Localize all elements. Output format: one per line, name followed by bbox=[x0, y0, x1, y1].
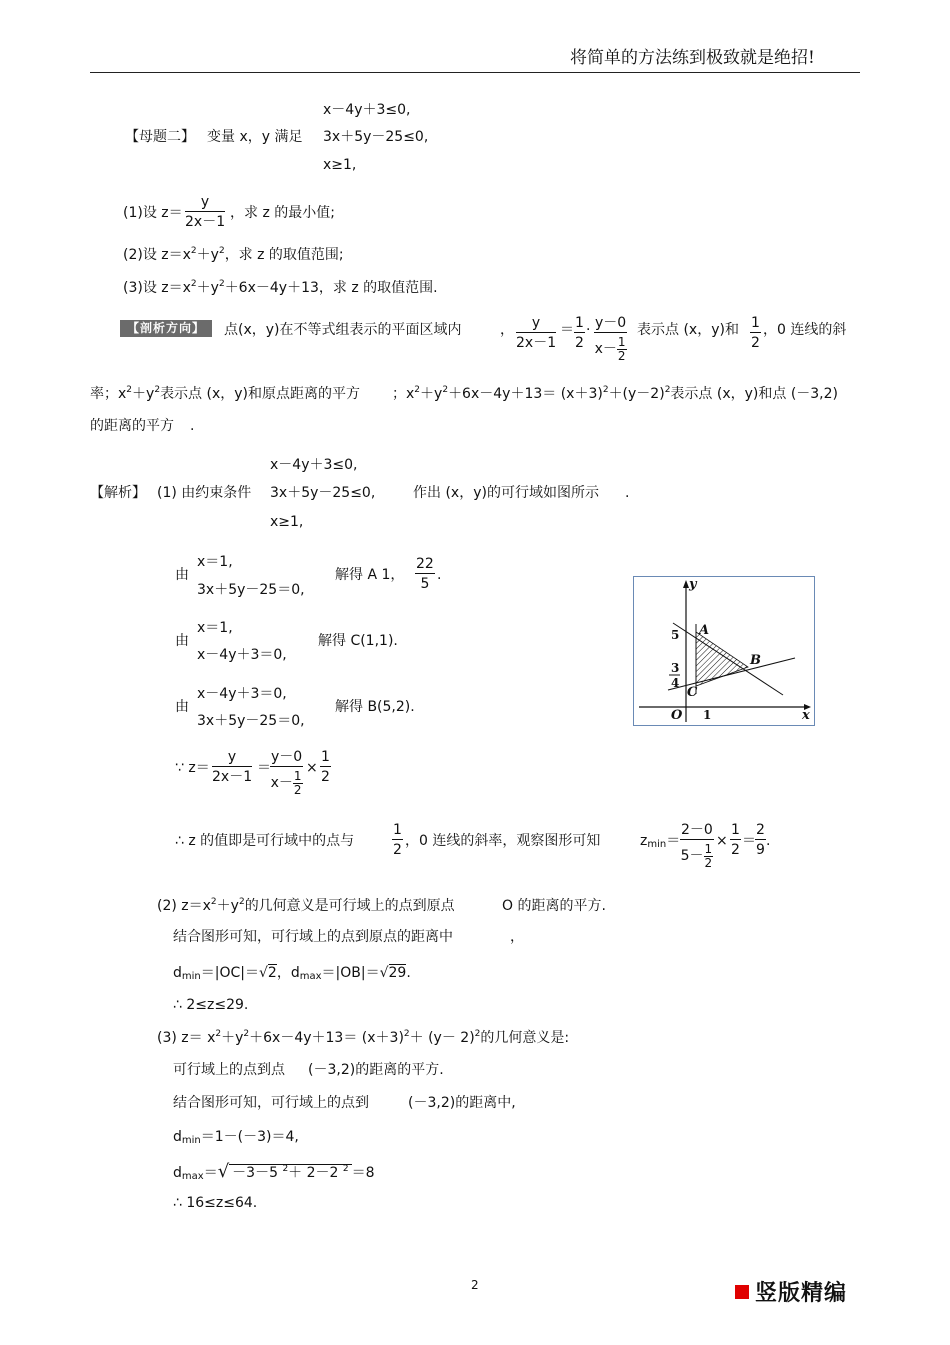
p2-dist: $d_{min}=|OC|=√2$，$d_{max}=|OB|=√29$. bbox=[173, 965, 411, 982]
solution-p1-dot: . bbox=[625, 485, 630, 501]
zmin-frac: 2－0 5－ $\frac{1}{2}$ bbox=[680, 822, 713, 870]
analysis-l1a: 点(x，y)在不等式组表示的平面区域内 bbox=[224, 322, 462, 338]
q1-suffix: ，求 z 的最小值; bbox=[230, 205, 335, 221]
sol-constraint-1: x－4y＋3≤0, bbox=[270, 457, 358, 473]
a-end: . bbox=[437, 567, 442, 583]
z-frac-y0: y－0 x－ $\frac{1}{2}$ bbox=[270, 749, 303, 797]
analysis-l2-right: ；$x^2+y^2+6x-4y+13= (x+3)^2+(y-2)^2$表示点 (x，y)和点 (－3,2) bbox=[392, 385, 839, 402]
analysis-l1b: ， bbox=[500, 322, 514, 338]
label-x: x bbox=[802, 708, 810, 723]
label-C: C bbox=[687, 685, 698, 700]
solve-b: 解得 B(5,2). bbox=[335, 699, 415, 715]
analysis-l2: 率；$x^2+y^2$表示点 (x，y)和原点距离的平方 bbox=[90, 385, 361, 402]
sol-constraint-3: x≥1, bbox=[270, 514, 304, 530]
publisher-logo bbox=[735, 1276, 847, 1307]
q2-line: (2)设 $z=x^2+y^2$，求 z 的取值范围; bbox=[123, 246, 344, 263]
q1-den: 2x－1 bbox=[185, 214, 226, 230]
label-O: O bbox=[671, 708, 683, 723]
problem-label: 【母题二】 bbox=[125, 129, 195, 145]
q1-num: y bbox=[185, 195, 225, 212]
logo-text: 竖版精编 bbox=[755, 1280, 848, 1306]
zmin: $z_{min}=$ bbox=[640, 833, 681, 850]
sqrt2-radicand: 2 bbox=[267, 965, 277, 981]
z-half: $\frac{1}{2}$ bbox=[321, 749, 330, 785]
analysis-dot: · bbox=[586, 322, 591, 338]
analysis-l1c: 表示点 (x，y)和 bbox=[637, 322, 739, 338]
slope-a: ∴ z 的值即是可行域中的点与 bbox=[175, 833, 355, 849]
p2-e2: ， bbox=[510, 929, 524, 945]
zmin-eq2: ＝ bbox=[742, 833, 756, 849]
sysC-1: x＝1, bbox=[197, 620, 233, 636]
label-B: B bbox=[750, 653, 761, 668]
zmin-times: × bbox=[716, 833, 728, 849]
p3-a: (3) $z= x^2+y^2+6x-4y+13= (x+3)^2+ (y- 2)^2$的几何意义是: bbox=[157, 1029, 570, 1046]
a-frac: $\frac{22}{5}$ bbox=[416, 556, 434, 592]
z-frac-y: $\frac{y}{2x-1}$ bbox=[212, 749, 253, 785]
analysis-frac-y0: y－0 x－ $\frac{1}{2}$ bbox=[594, 315, 627, 363]
analysis-l3: 的距离的平方 bbox=[90, 418, 174, 434]
solution-label: 【解析】 bbox=[90, 485, 146, 501]
slope-b: ，0 连线的斜率，观察图形可知 bbox=[405, 833, 601, 849]
analysis-half: $\frac{1}{2}$ bbox=[575, 315, 584, 351]
label-1: 1 bbox=[703, 708, 712, 722]
p3-h: $d_{min}=1-(-3)=4$, bbox=[173, 1129, 299, 1146]
sysA-2: 3x＋5y－25＝0, bbox=[197, 582, 305, 598]
p3-i: $d_{max}=√ -3-5$ $^2$＋ 2－2 $^2$ ＝8 bbox=[173, 1161, 375, 1182]
analysis-frac-y: $\frac{y}{2x-1}$ bbox=[516, 315, 557, 351]
logo-square-icon bbox=[735, 1285, 749, 1299]
z-line-a: ∵ z＝ bbox=[175, 760, 210, 776]
constraint-2: 3x＋5y－25≤0, bbox=[323, 129, 429, 145]
sysB-2: 3x＋5y－25＝0, bbox=[197, 713, 305, 729]
p2-j: ∴ 2≤z≤29. bbox=[173, 997, 249, 1013]
label-A: A bbox=[699, 623, 710, 638]
you-c: 由 bbox=[175, 633, 189, 649]
z-eq: ＝ bbox=[257, 760, 271, 776]
solution-p1-intro: (1) 由约束条件 bbox=[157, 485, 252, 501]
q1-prefix: (1)设 z＝ bbox=[123, 205, 183, 221]
analysis-half-2: $\frac{1}{2}$ bbox=[751, 315, 760, 351]
problem-intro: 变量 x，y 满足 bbox=[207, 129, 303, 145]
p2-a: (2) $z=x^2+y^2$的几何意义是可行域上的点到原点 bbox=[157, 897, 455, 914]
constraint-1: x－4y＋3≤0, bbox=[323, 102, 411, 118]
you-b: 由 bbox=[175, 699, 189, 715]
analysis-l1d: ，0 连线的斜 bbox=[763, 322, 847, 338]
z-times: × bbox=[306, 760, 318, 776]
analysis-badge: 【剖析方向】 bbox=[120, 320, 212, 337]
page-number: 2 bbox=[471, 1278, 479, 1292]
solve-c: 解得 C(1,1). bbox=[318, 633, 398, 649]
feasible-region-figure bbox=[633, 576, 815, 726]
sysA-1: x＝1, bbox=[197, 554, 233, 570]
sqrt29-radicand: 29 bbox=[388, 965, 407, 981]
zmin-dot: . bbox=[766, 833, 771, 849]
constraint-3: x≥1, bbox=[323, 157, 357, 173]
p3-f: 可行域上的点到点 bbox=[173, 1062, 285, 1078]
analysis-eq: ＝ bbox=[560, 322, 574, 338]
header-rule bbox=[90, 72, 860, 73]
sysB-1: x－4y＋3＝0, bbox=[197, 686, 287, 702]
p2-d: O 的距离的平方. bbox=[502, 898, 606, 914]
p3-radicand: －3－5 $^2$＋ 2－2 $^2$ bbox=[229, 1164, 351, 1181]
label-3: 3 bbox=[671, 661, 680, 675]
header-slogan: 将简单的方法练到极致就是绝招! bbox=[570, 48, 815, 68]
sol-constraint-2: 3x＋5y－25≤0, bbox=[270, 485, 376, 501]
p3-f2: (－3,2)的距离的平方. bbox=[308, 1062, 444, 1078]
sysC-2: x－4y＋3＝0, bbox=[197, 647, 287, 663]
label-4: 4 bbox=[671, 676, 680, 690]
label-y: y bbox=[689, 577, 697, 592]
solution-p1-after: 作出 (x，y)的可行域如图所示 bbox=[413, 485, 599, 501]
q1-fraction bbox=[185, 195, 225, 229]
zmin-result: $\frac{2}{9}$ bbox=[756, 822, 765, 858]
analysis-l3-dot: . bbox=[190, 418, 195, 434]
slope-half: $\frac{1}{2}$ bbox=[393, 822, 402, 858]
zmin-half: $\frac{1}{2}$ bbox=[731, 822, 740, 858]
p2-e: 结合图形可知，可行域上的点到原点的距离中 bbox=[173, 929, 453, 945]
q3-line: (3)设 $z=x^2+y^2+6x-4y+13$，求 z 的取值范围. bbox=[123, 279, 438, 296]
label-5: 5 bbox=[671, 628, 680, 642]
p3-g: 结合图形可知，可行域上的点到 bbox=[173, 1095, 369, 1111]
solve-a: 解得 A 1， bbox=[335, 567, 405, 583]
p3-g2: (－3,2)的距离中, bbox=[408, 1095, 516, 1111]
you-a: 由 bbox=[175, 567, 189, 583]
p3-j: ∴ 16≤z≤64. bbox=[173, 1195, 258, 1211]
